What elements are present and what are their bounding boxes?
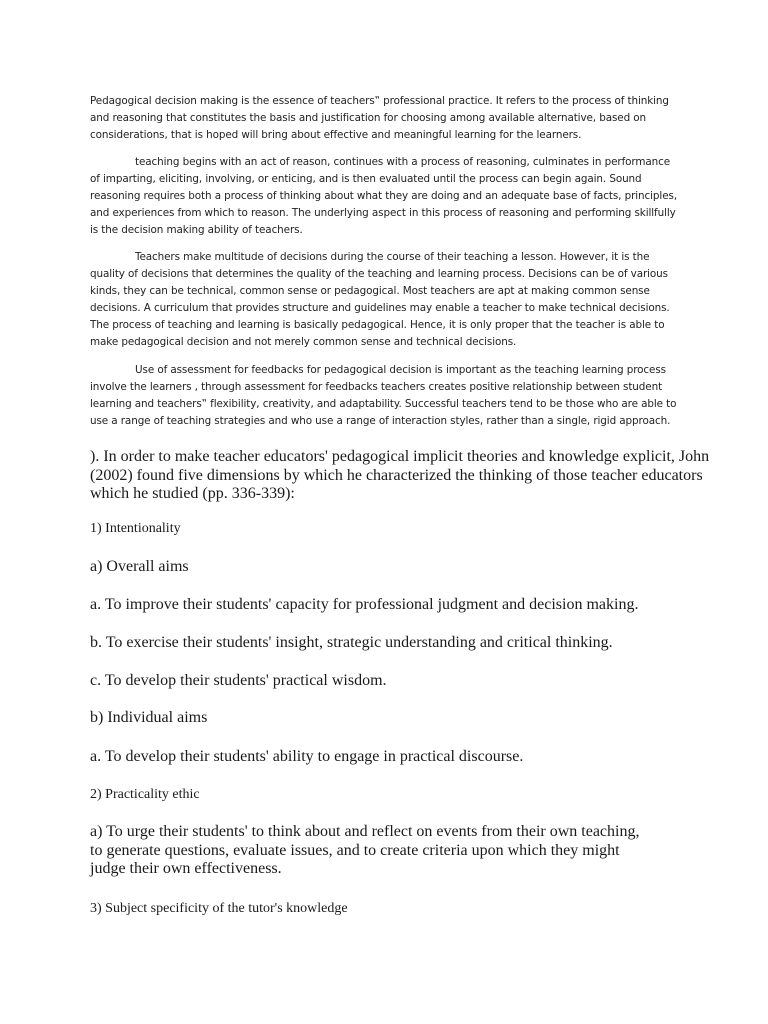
list-item-aim-a: a. To improve their students' capacity for professional judgment and decision making.: [90, 596, 639, 613]
text-line: and reasoning that constitutes the basis and justification for choosing among available alternative, based on: [90, 112, 647, 124]
text-line: involve the learners , through assessment for feedbacks teachers creates positive relationship between student: [90, 381, 663, 393]
text-line: learning and teachers‟ flexibility, creativity, and adaptability. Successful teachers tend to be those who are able to: [90, 398, 677, 410]
text-line: kinds, they can be technical, common sense or pedagogical. Most teachers are apt at making common sense: [90, 285, 650, 297]
list-item-practicality-ethic: 2) Practicality ethic: [90, 787, 200, 802]
list-item-subject-specificity: 3) Subject specificity of the tutor's knowledge: [90, 901, 348, 916]
text-line: ). In order to make teacher educators' pedagogical implicit theories and knowledge explicit, John: [90, 448, 710, 465]
list-item-intentionality: 1) Intentionality: [90, 521, 181, 536]
text-line: reasoning requires both a process of thinking about what they are doing and an adequate base of facts, principles,: [90, 190, 678, 202]
text-line: use a range of teaching strategies and who use a range of interaction styles, rather than a single, rigid approach.: [90, 415, 671, 427]
paragraph-assessment-feedback: [90, 362, 680, 430]
text-line: of imparting, eliciting, involving, or enticing, and is then evaluated until the process can begin again. Sound: [90, 173, 642, 185]
list-item-overall-aims: a) Overall aims: [90, 558, 189, 575]
paragraph-john-dimensions: [90, 448, 710, 504]
text-line: which he studied (pp. 336-339):: [90, 485, 295, 502]
text-line: Use of assessment for feedbacks for pedagogical decision is important as the teaching learning process: [135, 364, 666, 376]
paragraph-pedagogical-decision: [90, 93, 680, 144]
text-line: Teachers make multitude of decisions during the course of their teaching a lesson. However, it is the: [135, 251, 650, 263]
text-line: decisions. A curriculum that provides structure and guidelines may enable a teacher to make technical decisions.: [90, 302, 670, 314]
paragraph-teaching-begins: [90, 154, 680, 239]
list-item-individual-aims: b) Individual aims: [90, 709, 208, 726]
text-line: a) To urge their students' to think about and reflect on events from their own teaching,: [90, 823, 640, 840]
list-item-individual-aim-a: a. To develop their students' ability to engage in practical discourse.: [90, 748, 524, 765]
text-line: teaching begins with an act of reason, continues with a process of reasoning, culminates in performance: [135, 156, 671, 168]
paragraph-teachers-decisions: [90, 249, 680, 351]
text-line: make pedagogical decision and not merely common sense and technical decisions.: [90, 336, 517, 348]
text-line: is the decision making ability of teachers.: [90, 224, 303, 236]
text-line: to generate questions, evaluate issues, and to create criteria upon which they might: [90, 841, 620, 859]
text-line: (2002) found five dimensions by which he characterized the thinking of those teacher educators: [90, 466, 703, 484]
list-item-aim-b: b. To exercise their students' insight, strategic understanding and critical thinking.: [90, 634, 613, 651]
list-item-aim-c: c. To develop their students' practical wisdom.: [90, 672, 387, 689]
text-line: considerations, that is hoped will bring about effective and meaningful learning for the learners.: [90, 129, 582, 141]
text-line: judge their own effectiveness.: [90, 860, 282, 877]
text-line: and experiences from which to reason. The underlying aspect in this process of reasoning and performing skillfully: [90, 207, 676, 219]
text-line: quality of decisions that determines the quality of the teaching and learning process. Decisions can be of various: [90, 268, 668, 280]
text-line: The process of teaching and learning is basically pedagogical. Hence, it is only proper that the teacher is able to: [90, 319, 665, 331]
paragraph-practicality-aim: [90, 823, 680, 879]
text-line: Pedagogical decision making is the essence of teachers‟ professional practice. It refers to the process of thinking: [90, 95, 669, 107]
